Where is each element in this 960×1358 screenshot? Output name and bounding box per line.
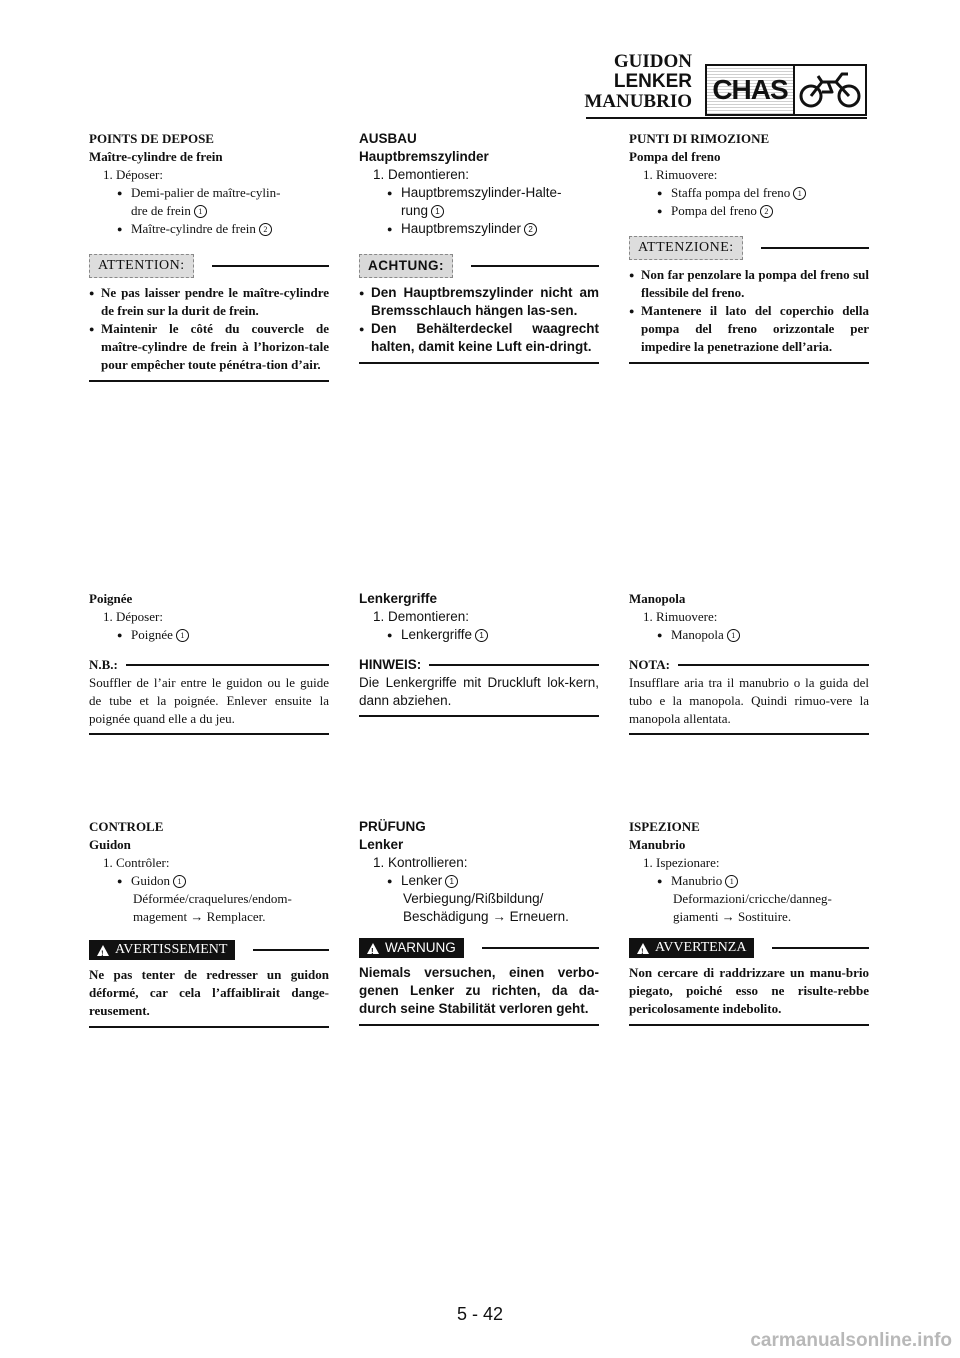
caution-item: ● Non far penzolare la pompa del freno sul flessibile del freno. [629, 267, 869, 300]
header-rule [586, 117, 867, 119]
caution-item: ● Mantenere il lato del coperchio della pompa del freno orizzontale per impedire la penetrazione dell’aria. [629, 303, 869, 354]
callout-number: 1 [727, 629, 740, 642]
callout-number: 1 [793, 187, 806, 200]
fr-removal-section [89, 130, 329, 382]
list-item: ● Maître-cylindre de frein 2 [89, 220, 329, 238]
it-removal-section [629, 130, 869, 364]
list-item: ● Guidon 1 [89, 872, 329, 890]
callout-number: 2 [259, 223, 272, 236]
de-removal-section [359, 130, 599, 364]
de-s1-title: AUSBAU [359, 131, 417, 146]
fr-s1-title: POINTS DE DEPOSE [89, 131, 214, 146]
fr-s3-title: CONTROLE [89, 819, 164, 834]
de-s1-step: 1. Demontieren: [373, 167, 470, 182]
it-inspection-section [629, 818, 869, 1026]
it-s2-title: Manopola [629, 591, 686, 606]
callout-number: 1 [431, 205, 444, 218]
de-grip-section [359, 590, 599, 717]
callout-number: 1 [445, 875, 458, 888]
callout-number: 1 [194, 205, 207, 218]
list-item: ● Hauptbremszylinder 2 [359, 220, 599, 238]
it-s2-step: 1. Rimuovere: [643, 609, 718, 624]
it-s1-subtitle: Pompa del freno [629, 149, 721, 164]
header-titles [584, 52, 692, 112]
note-label: NOTA: [629, 657, 670, 672]
it-s3-detail: giamenti → Sostituire. [673, 909, 792, 924]
note-text: Insufflare aria tra il manubrio o la guida del tubo e la manopola. Quindi rimuo-vere la manopola allentata. [629, 675, 869, 726]
callout-number: 1 [176, 629, 189, 642]
de-s3-step: 1. Kontrollieren: [373, 855, 468, 870]
note-text: Souffler de l’air entre le guidon ou le guide de tube et la poignée. Enlever ensuite la poignée quand elle a du jeu. [89, 675, 329, 726]
list-item: ● Hauptbremszylinder-Halte- [387, 185, 562, 200]
warning-icon [97, 945, 109, 956]
list-item: ● Staffa pompa del freno 1 [629, 184, 869, 202]
callout-number: 1 [475, 629, 488, 642]
warning-text: Ne pas tenter de redresser un guidon déformé, car cela l’affaiblirait dange-reusement. [89, 967, 329, 1018]
it-s3-title: ISPEZIONE [629, 819, 700, 834]
fr-s2-title: Poignée [89, 591, 133, 606]
de-s2-step: 1. Demontieren: [373, 609, 470, 624]
de-s3-title: PRÜFUNG [359, 819, 426, 834]
de-inspection-section [359, 818, 599, 1026]
fr-s3-subtitle: Guidon [89, 837, 131, 852]
de-s2-title: Lenkergriffe [359, 591, 438, 606]
list-item: ● Manopola 1 [629, 626, 869, 644]
list-item: dre de frein 1 [89, 202, 329, 220]
it-grip-section [629, 590, 869, 735]
fr-inspection-section [89, 818, 329, 1028]
caution-label: ACHTUNG: [359, 254, 453, 278]
title-fr: GUIDON [613, 51, 692, 72]
caution-item: ● Den Hauptbremszylinder nicht am Bremsschlauch hängen las-sen. [359, 285, 599, 318]
list-item: ● Lenker 1 [359, 872, 599, 890]
de-s3-detail: Verbiegung/Rißbildung/ [403, 891, 544, 906]
it-s3-subtitle: Manubrio [629, 837, 686, 852]
caution-label: ATTENZIONE: [629, 236, 743, 260]
warning-text: Non cercare di raddrizzare un manu-brio piegato, poiché esso ne risulte-rebbe pericolosamente indebolito. [629, 965, 869, 1016]
watermark: carmanualsonline.info [750, 1330, 952, 1351]
note-text: Die Lenkergriffe mit Druckluft lok-kern, dann abziehen. [359, 675, 599, 708]
callout-number: 1 [725, 875, 738, 888]
list-item: ● Lenkergriffe 1 [359, 626, 599, 644]
section-badge [705, 64, 867, 116]
callout-number: 2 [760, 205, 773, 218]
list-item: ● Manubrio 1 [629, 872, 869, 890]
motorcycle-icon [795, 66, 865, 114]
list-item: ● Poignée 1 [89, 626, 329, 644]
title-de: LENKER [613, 71, 692, 92]
title-it: MANUBRIO [584, 91, 692, 112]
fr-s2-step: 1. Déposer: [103, 609, 163, 624]
caution-item: ● Maintenir le côté du couvercle de maître-cylindre de frein à l’horizon-tale pour empêcher toute pénétra-tion d’air. [89, 321, 329, 372]
de-s1-subtitle: Hauptbremszylinder [359, 149, 489, 164]
warning-label: ! AVVERTENZA [629, 938, 754, 958]
caution-label: ATTENTION: [89, 254, 194, 278]
warning-icon [637, 943, 649, 954]
note-label: HINWEIS: [359, 657, 422, 672]
list-item: ● Demi-palier de maître-cylin- [117, 185, 281, 200]
fr-s1-step: 1. Déposer: [103, 167, 163, 182]
list-item: rung 1 [359, 202, 599, 220]
de-s3-subtitle: Lenker [359, 837, 404, 852]
de-s3-detail: Beschädigung → Erneuern. [403, 909, 569, 924]
fr-s3-step: 1. Contrôler: [103, 855, 170, 870]
warning-icon [367, 943, 379, 954]
page-number: 5 - 42 [456, 1304, 504, 1324]
fr-s3-detail: Déformée/craquelures/endom- [133, 891, 292, 906]
fr-s1-subtitle: Maître-cylindre de frein [89, 149, 223, 164]
callout-number: 1 [173, 875, 186, 888]
fr-grip-section [89, 590, 329, 735]
caution-item: ● Ne pas laisser pendre le maître-cylindre de frein sur la durit de frein. [89, 285, 329, 318]
section-code: CHAS [707, 66, 795, 114]
note-label: N.B.: [89, 657, 118, 672]
list-item: ● Pompa del freno 2 [629, 202, 869, 220]
it-s1-title: PUNTI DI RIMOZIONE [629, 131, 770, 146]
warning-label: ! AVERTISSEMENT [89, 940, 235, 960]
caution-item: ● Den Behälterdeckel waagrecht halten, damit keine Luft ein-dringt. [359, 321, 599, 354]
callout-number: 2 [524, 223, 537, 236]
fr-s3-detail: magement → Remplacer. [133, 909, 266, 924]
warning-label: ! WARNUNG [359, 938, 464, 958]
it-s3-detail: Deformazioni/cricche/danneg- [673, 891, 832, 906]
it-s1-step: 1. Rimuovere: [643, 167, 718, 182]
warning-text: Niemals versuchen, einen verbo-genen Lenker zu richten, da da-durch seine Stabilität verloren geht. [359, 965, 599, 1016]
it-s3-step: 1. Ispezionare: [643, 855, 720, 870]
